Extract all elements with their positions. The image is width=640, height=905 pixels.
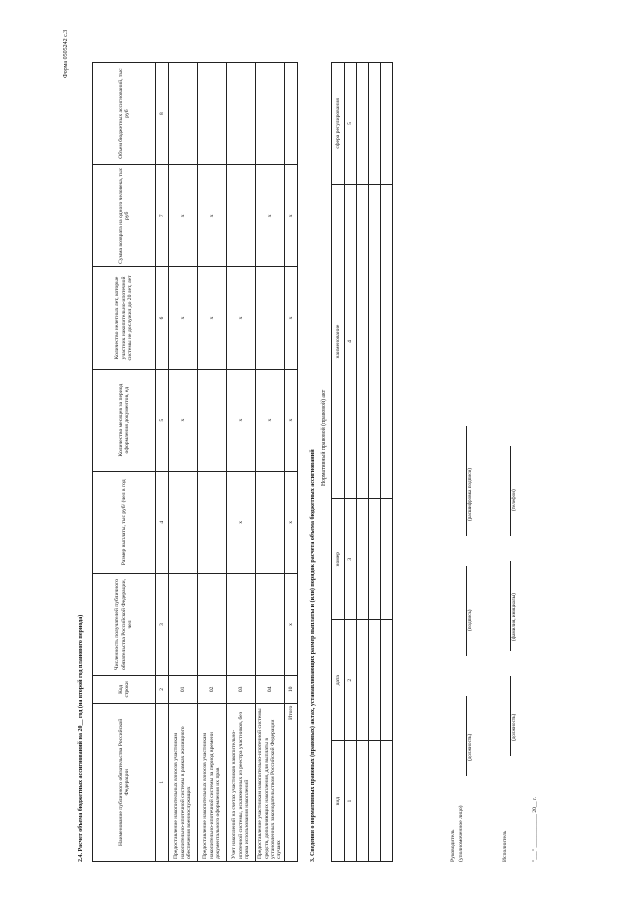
form-code-label: Форма 0505242 с.3 <box>63 29 69 78</box>
col-number: 6 <box>156 267 169 369</box>
table-row <box>357 63 369 862</box>
name-caption: (фамилия, инициалы) <box>511 593 517 641</box>
col-header-title: наименование <box>332 184 345 498</box>
cell-volume <box>227 63 256 165</box>
col-number: 1 <box>156 703 169 861</box>
col-header-code: Код строки <box>93 676 156 704</box>
position-caption: (должность) <box>467 733 473 761</box>
col-header-count: Численность получателей публичного обязательства Российской Федерации, чел <box>93 573 156 675</box>
table-row <box>227 63 256 862</box>
col-number: 4 <box>345 184 357 498</box>
col-number: 3 <box>345 499 357 620</box>
cell-count <box>169 573 198 675</box>
total-refund: х <box>285 165 298 267</box>
col-header-volume: Объем бюджетных ассигнований, тыс руб <box>93 63 156 165</box>
table-row <box>256 63 285 862</box>
cell-years: х <box>227 267 256 369</box>
cell-months: х <box>227 369 256 471</box>
cell-months: х <box>169 369 198 471</box>
cell-payment <box>256 471 285 573</box>
col-header-name: Наименование публичного обязательства Российской Федерации <box>93 703 156 861</box>
table-row <box>381 63 393 862</box>
col-header-number: номер <box>332 499 345 620</box>
total-code: 10 <box>285 676 298 704</box>
col-header-years: Количество нелетных лет, которые участник накопительно-ипотечной системы не дослужил до 20 лет, лет <box>93 267 156 369</box>
row-name: Предоставление накопительных взносов участникам накопительно-ипотечной системы за период времени документального оформления их прав <box>198 703 227 861</box>
normative-acts-table <box>331 62 393 862</box>
section-3-title: 3. Сведения о нормативных правовых (правовых) актах, устанавливающих размер выплаты и (или) порядок расчета объема бюджетных ассигнований <box>310 449 316 862</box>
row-name: Учет накоплений на счетах участников накопительно-ипотечной системы, исключенных из реестра участников, без права использования накоплений <box>227 703 256 861</box>
col-number: 8 <box>156 63 169 165</box>
total-row <box>285 63 298 862</box>
col-header-kind: вид <box>332 741 345 862</box>
col-number: 3 <box>156 573 169 675</box>
normative-act-caption: Нормативный правовой (правовой) акт <box>321 389 327 486</box>
col-number: 5 <box>156 369 169 471</box>
head-label-sub: (уполномоченное лицо) <box>458 805 464 862</box>
row-code: 01 <box>169 676 198 704</box>
rotated-sheet <box>48 29 608 866</box>
row-name: Предоставление участникам накопительно-ипотечной системы средств, дополняющих накопления, для выплаты в установленных законодательством Российской Федерации случаях <box>256 703 285 861</box>
head-label: Руководитель <box>450 829 456 862</box>
table-row <box>198 63 227 862</box>
cell-volume <box>198 63 227 165</box>
col-header-scope: сфера регулирования <box>332 63 345 185</box>
phone-caption: (телефон) <box>511 489 517 511</box>
cell-payment <box>198 471 227 573</box>
total-years: х <box>285 267 298 369</box>
col-number: 2 <box>156 676 169 704</box>
row-code: 04 <box>256 676 285 704</box>
budget-calculation-table <box>92 62 298 862</box>
col-header-payment: Размер выплаты, тыс руб/ (чел в год <box>93 471 156 573</box>
signature-caption: (подпись) <box>467 609 473 631</box>
total-volume <box>285 63 298 165</box>
cell-count <box>227 573 256 675</box>
col-number: 1 <box>345 741 357 862</box>
cell-months <box>198 369 227 471</box>
executor-label: Исполнитель <box>502 830 508 862</box>
cell-payment <box>169 471 198 573</box>
col-number: 5 <box>345 63 357 185</box>
cell-count <box>256 573 285 675</box>
column-numbers-row <box>345 63 357 862</box>
col-number: 4 <box>156 471 169 573</box>
total-label: Итого <box>285 703 298 861</box>
table-row <box>369 63 381 862</box>
col-number: 2 <box>345 620 357 741</box>
cell-months: х <box>256 369 285 471</box>
cell-refund: х <box>256 165 285 267</box>
row-code: 02 <box>198 676 227 704</box>
row-name: Предоставление накопительных взносов участникам накопительно-ипотечной системы в рамках жилищного обеспечения военнослужащих <box>169 703 198 861</box>
col-header-months: Количество месяцев за период оформления документов, ед <box>93 369 156 471</box>
cell-years: х <box>169 267 198 369</box>
cell-count <box>198 573 227 675</box>
decoding-caption: (расшифровка подписи) <box>467 468 473 521</box>
col-header-date: дата <box>332 620 345 741</box>
column-numbers-row <box>156 63 169 862</box>
cell-refund: х <box>198 165 227 267</box>
section-2-4-title: 2.4. Расчет объема бюджетных ассигнований на 20__ год (на второй год планового периода) <box>78 614 84 862</box>
cell-volume <box>256 63 285 165</box>
total-count: х <box>285 573 298 675</box>
cell-refund: х <box>169 165 198 267</box>
cell-volume <box>169 63 198 165</box>
date-line: "___" ____________ 20__ г. <box>532 797 538 862</box>
cell-years <box>256 267 285 369</box>
total-payment: х <box>285 471 298 573</box>
position2-caption: (должность) <box>511 713 517 741</box>
cell-payment: х <box>227 471 256 573</box>
cell-refund <box>227 165 256 267</box>
cell-years: х <box>198 267 227 369</box>
col-header-refund: Сумма возврата на одного человека, тыс руб <box>93 165 156 267</box>
row-code: 03 <box>227 676 256 704</box>
col-number: 7 <box>156 165 169 267</box>
total-months: х <box>285 369 298 471</box>
table-row <box>169 63 198 862</box>
